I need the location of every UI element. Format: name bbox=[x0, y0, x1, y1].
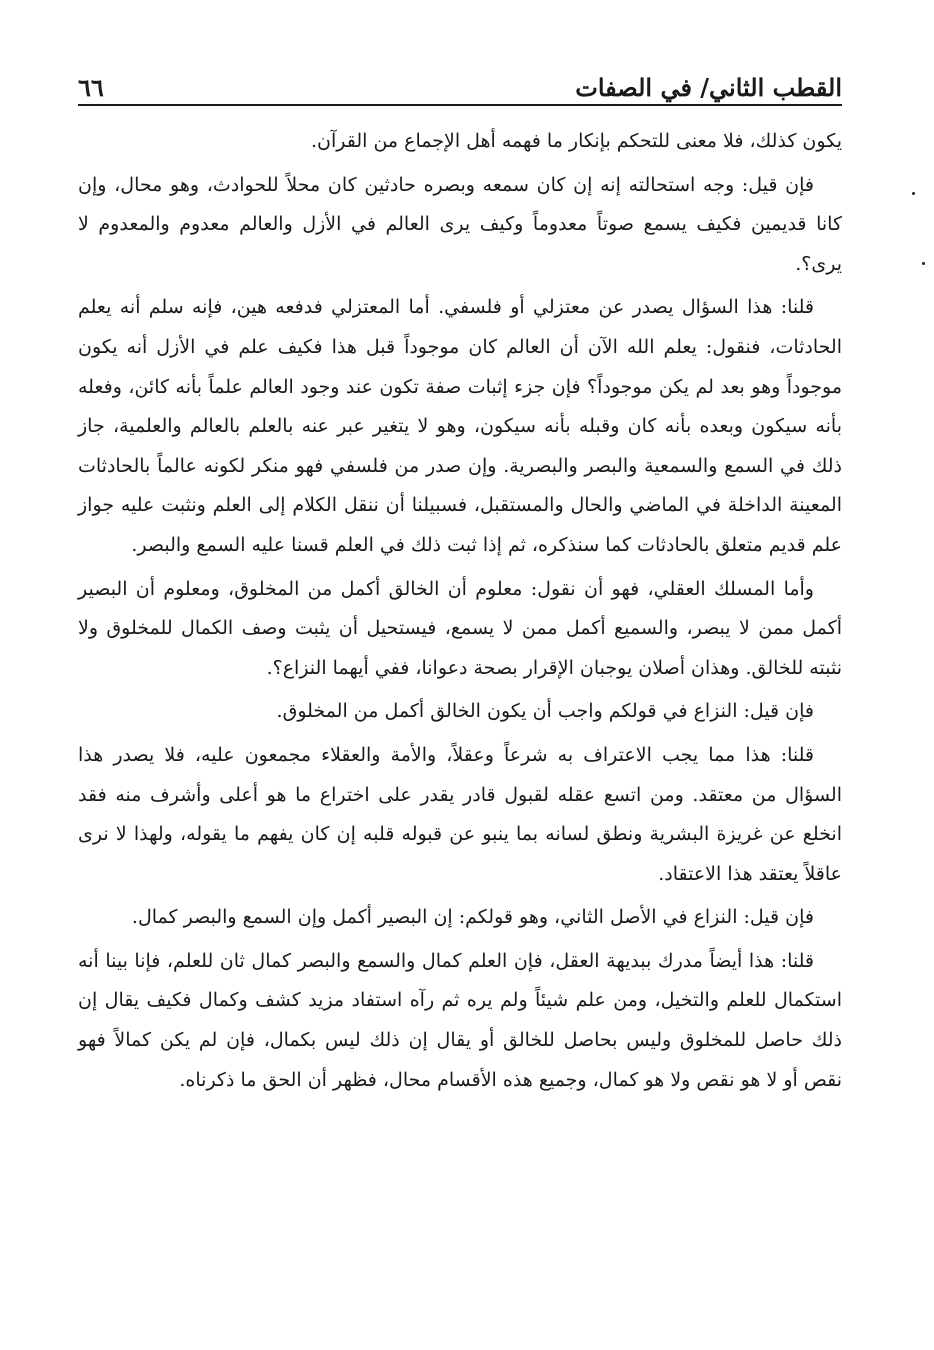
paragraph-3: قلنا: هذا السؤال يصدر عن معتزلي أو فلسفي. أما المعتزلي فدفعه هين، فإنه سلم أنه يعلم الحادثات، فنقول: يعلم الله الآن أن العالم كان موجوداً قبل هذا فكيف علم في الأزل أنه يكون موجوداً وهو بعد لم يكن موجوداً؟ فإن جزء إثبات صفة تكون عند وجود العالم علماً بأنه كائن، وفعله بأنه سيكون وبعده بأنه كان وقبله بأنه سيكون، وهو لا يتغير عبر عنه بالعلم بالعالم والعلمية، جاز ذلك في السمع والسمعية والبصر والبصرية. وإن صدر من فلسفي فهو منكر لكونه عالماً بالحادثات المعينة الداخلة في الماضي والحال والمستقبل، فسبيلنا أن ننقل الكلام إلى العلم ونثبت عليه جواز علم قديم متعلق بالحادثات كما سنذكره، ثم إذا ثبت ذلك في العلم قسنا عليه السمع والبصر. bbox=[78, 296, 842, 556]
paragraph-6: قلنا: هذا مما يجب الاعتراف به شرعاً وعقلاً، والأمة والعقلاء مجمعون عليه، فلا يصدر هذا السؤال من معتقد. ومن اتسع عقله لقبول قادر يقدر على اختراع ما هو أعلى وأشرف منه فقد انخلع عن غريزة البشرية ونطق لسانه بما ينبو عن قبوله قلبه إن كان يفهم ما يقوله، ولهذا لا نرى عاقلاً يعتقد هذا الاعتقاد. bbox=[78, 743, 842, 885]
margin-dot bbox=[912, 192, 915, 195]
page-header bbox=[78, 60, 842, 106]
margin-dot bbox=[922, 262, 925, 265]
running-title: القطب الثاني/ في الصفات bbox=[575, 73, 842, 102]
paragraph-2: فإن قيل: وجه استحالته إنه إن كان سمعه وبصره حادثين كان محلاً للحوادث، وهو محال، وإن كانا قديمين فكيف يسمع صوتاً معدوماً وكيف يرى العالم في الأزل والعالم معدوم والمعدوم لا يرى؟. bbox=[78, 173, 842, 275]
paragraph-5: فإن قيل: النزاع في قولكم واجب أن يكون الخالق أكمل من المخلوق. bbox=[276, 700, 814, 723]
paragraph-1: يكون كذلك، فلا معنى للتحكم بإنكار ما فهمه أهل الإجماع من القرآن. bbox=[310, 130, 842, 152]
paragraph-8: قلنا: هذا أيضاً مدرك ببديهة العقل، فإن العلم كمال والسمع والبصر كمال ثان للعلم، فإنا بينا أنه استكمال للعلم والتخيل، ومن علم شيئاً ولم يره ثم رآه استفاد مزيد كشف وكمال فكيف يقال إن ذلك حاصل للمخلوق وليس بحاصل للخالق أو يقال إن ذلك ليس بكمال، فإن لم يكن كمالاً فهو نقص أو لا هو نقص ولا هو كمال، وجميع هذه الأقسام محال، فظهر أن الحق ما ذكرناه. bbox=[78, 949, 842, 1091]
paragraph-7: فإن قيل: النزاع في الأصل الثاني، وهو قولكم: إن البصير أكمل وإن السمع والبصر كمال. bbox=[131, 906, 814, 929]
body-text bbox=[78, 122, 842, 1100]
paragraph-4: وأما المسلك العقلي، فهو أن نقول: معلوم أن الخالق أكمل من المخلوق، ومعلوم أن البصير أكمل ممن لا يبصر، والسميع أكمل ممن لا يسمع، فيستحيل أن يثبت وصف الكمال للمخلوق ولا نثبته للخالق. وهذان أصلان يوجبان الإقرار بصحة دعوانا، ففي أيهما النزاع؟. bbox=[78, 577, 842, 679]
page-number: ٦٦ bbox=[78, 73, 104, 102]
